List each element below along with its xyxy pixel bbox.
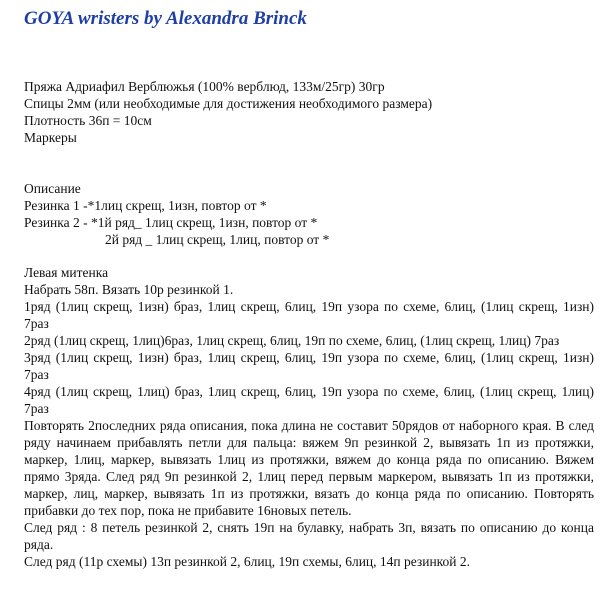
row-1-instruction: 1ряд (1лиц скрещ, 1изн) браз, 1лиц скрещ, 6лиц, 19п узора по схеме, 6лиц, (1лиц скрещ, 1изн) 7раз bbox=[24, 299, 594, 331]
rib-2-row-1-instruction: Резинка 2 - *1й ряд_ 1лиц скрещ, 1изн, повтор от * bbox=[24, 215, 318, 230]
materials-section bbox=[24, 78, 594, 146]
description-section bbox=[24, 180, 594, 248]
row-3-instruction: 3ряд (1лиц скрещ, 1изн) браз, 1лиц скрещ, 6лиц, 19п узора по схеме, 6лиц, (1лиц скрещ, 1изн) 7раз bbox=[24, 350, 594, 382]
rib-1-instruction: Резинка 1 -*1лиц скрещ, 1изн, повтор от * bbox=[24, 198, 267, 213]
description-heading: Описание bbox=[24, 181, 81, 196]
cast-on-instruction: Набрать 58п. Вязать 10р резинкой 1. bbox=[24, 282, 234, 297]
document-title: GOYA wristers by Alexandra Brinck bbox=[24, 8, 307, 29]
materials-needles: Спицы 2мм (или необходимые для достижения необходимого размера) bbox=[24, 96, 433, 111]
materials-gauge: Плотность 36п = 10см bbox=[24, 113, 152, 128]
row-4-instruction: 4ряд (1лиц скрещ, 1лиц) браз, 1лиц скрещ, 6лиц, 19п узора по схеме, 6лиц, (1лиц скрещ, 1лиц) 7раз bbox=[24, 384, 594, 416]
left-mitten-heading: Левая митенка bbox=[24, 265, 109, 280]
row-2-instruction: 2ряд (1лиц скрещ, 1лиц)6раз, 1лиц скрещ, 6лиц, 19п по схеме, 6лиц, (1лиц скрещ, 1лиц) 7раз bbox=[24, 333, 560, 348]
left-mitten-section bbox=[24, 264, 594, 570]
thumb-hold-instruction: След ряд : 8 петель резинкой 2, снять 19п на булавку, набрать 3п, вязать по описанию до конца ряда. bbox=[24, 520, 594, 552]
materials-markers: Маркеры bbox=[24, 130, 77, 145]
thumb-increase-instruction: Повторять 2последних ряда описания, пока длина не составит 50рядов от наборного края. В след ряду начинаем прибавлять петли для пальца: вяжем 9п резинкой 2, вывязать 1п из протяжки, маркер, 1лиц, маркер, вывязать 1лиц из протяжки, вяжем до конца ряда по описанию. Вяжем прямо 3ряда. След ряд 9п резинкой 2, 1лиц перед первым маркером, вывязать 1п из протяжки, маркер, лиц, маркер, вывязать 1п из протяжки, вязать до конца ряда по описанию. Повторять прибавки до тех пор, пока не прибавите 16новых петель. bbox=[24, 418, 594, 518]
materials-yarn: Пряжа Адриафил Верблюжья (100% верблюд, 133м/25гр) 30гр bbox=[24, 79, 385, 94]
rib-2-row-2-instruction: 2й ряд _ 1лиц скрещ, 1лиц, повтор от * bbox=[105, 232, 330, 247]
chart-row-11-instruction: След ряд (11р схемы) 13п резинкой 2, 6лиц, 19п схемы, 6лиц, 14п резинкой 2. bbox=[24, 554, 471, 569]
